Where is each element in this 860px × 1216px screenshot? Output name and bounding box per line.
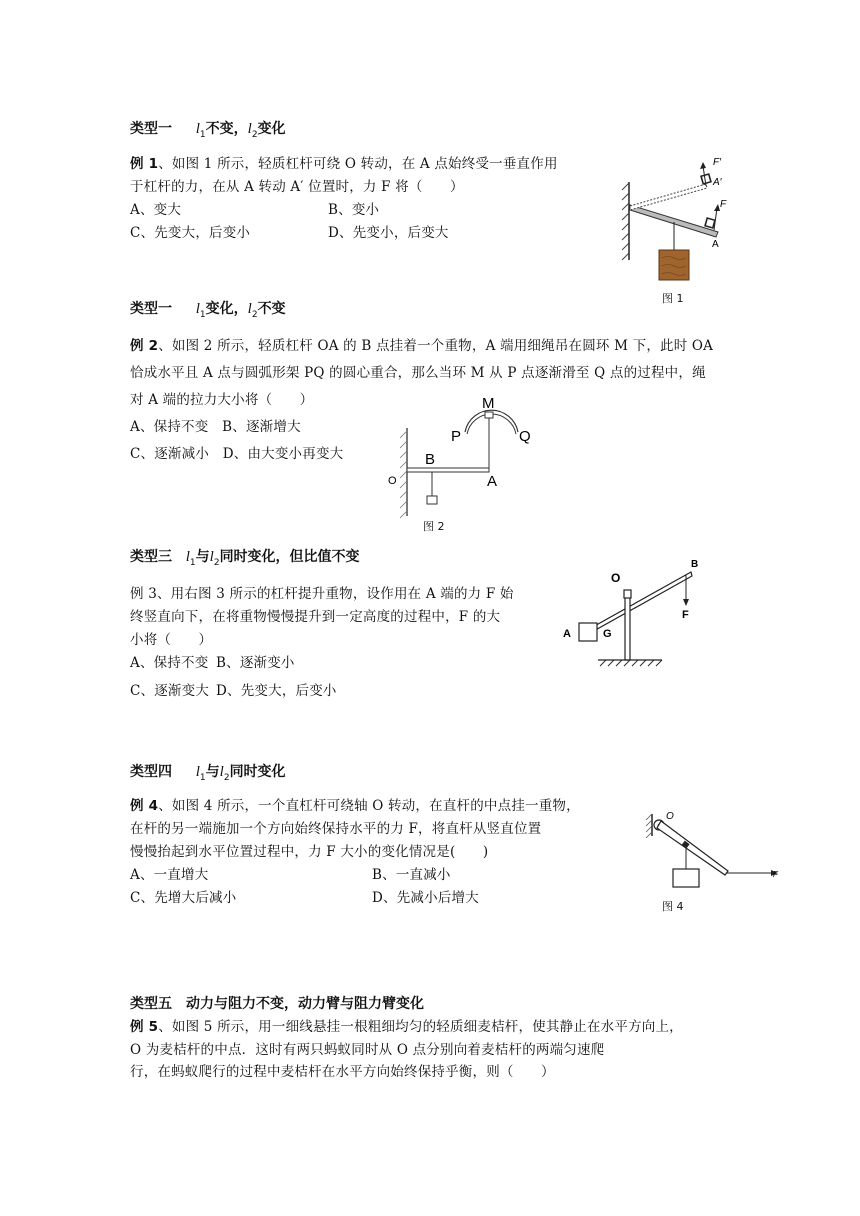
example-4-line-1 [130, 794, 580, 814]
label-a: A [487, 473, 498, 490]
label-b: B [425, 451, 436, 468]
option-c: C、先增大后减小 [130, 890, 237, 906]
example-text: 、如图 5 所示，用一细线悬挂一根粗细均匀的轻质细麦桔杆，使其静止在水平方向上， [158, 1019, 683, 1035]
example-5-line-2: O 为麦桔杆的中点．这时有两只蚂蚁同时从 O 点分别向着麦桔杆的两端匀速爬 [130, 1042, 605, 1058]
heading-joiner: 与 [205, 764, 220, 780]
subscript: 2 [213, 557, 220, 568]
label-q: Q [519, 428, 531, 445]
lever-bar-raised [630, 184, 707, 210]
example-label: 例 1 [130, 156, 159, 172]
example-5-line-1 [130, 1015, 683, 1035]
example-text: 、如图 2 所示，轻质杠杆 OA 的 B 点挂着一个重物，A 端用细绳吊在圆环 M 下，此时 OA [158, 338, 714, 354]
example-label: 例 2 [130, 338, 159, 354]
option-b: B、逐渐变小 [216, 655, 295, 671]
pivot [624, 590, 631, 598]
ground-hatch [600, 660, 662, 666]
label-a: A [563, 628, 571, 640]
section-4-heading [130, 761, 286, 783]
section-2-heading [130, 298, 286, 320]
wall-hatch [400, 431, 407, 518]
option-b: B、一直减小 [372, 867, 451, 883]
symbol-l2: l [247, 121, 252, 137]
weight-g [579, 623, 597, 641]
label-f: F [720, 199, 727, 210]
subscript: 2 [251, 309, 258, 320]
heading-l2-change: 变化 [257, 121, 286, 137]
label-a-prime: A′ [713, 177, 722, 188]
post [625, 596, 630, 660]
label-o: O [666, 811, 674, 822]
lever-oa [407, 468, 489, 472]
option-a: A、保持不变 [130, 655, 209, 671]
symbol-l1: l [195, 121, 200, 137]
symbol-l1: l [195, 301, 200, 317]
heading-suffix: 同时变化 [229, 764, 286, 780]
lever-rod [657, 821, 728, 875]
option-a: A、变大 [130, 202, 182, 218]
option-d: D、先变大，后变小 [216, 683, 337, 699]
figure-2-diagram [385, 388, 555, 520]
subscript: 1 [189, 557, 196, 568]
section-3-heading [130, 546, 360, 568]
section-5-heading: 类型五 动力与阻力不变，动力臂与阻力臂变化 [130, 996, 424, 1012]
heading-l1-change: 不变， [205, 121, 248, 137]
wall-hatch [646, 814, 652, 838]
label-g: G [603, 628, 612, 640]
example-text: 、如图 1 所示，轻质杠杆可绕 O 转动，在 A 点始终受一垂直作用 [158, 156, 558, 172]
figure-2-caption: 图 2 [423, 520, 445, 533]
option-d: D、先变小，后变大 [328, 225, 449, 241]
example-3-line-1: 例 3、用右图 3 所示的杠杆提升重物，设作用在 A 端的力 F 始 [130, 586, 514, 602]
heading-l2-change: 不变 [257, 301, 286, 317]
option-c: C、逐渐变大 [130, 683, 210, 699]
ring-m [485, 412, 493, 418]
label-o: O [611, 571, 621, 585]
right-angle-mark [705, 218, 715, 228]
heading-l1-change: 变化， [205, 301, 248, 317]
symbol-l2: l [219, 764, 224, 780]
symbol-l1: l [195, 764, 200, 780]
example-4-line-3: 慢慢抬起到水平位置过程中，力 F 大小的变化情况是( ) [130, 844, 489, 860]
heading-suffix: 同时变化，但比值不变 [219, 549, 360, 565]
symbol-l2: l [247, 301, 252, 317]
example-3-line-3: 小将（ ） [130, 632, 213, 648]
heading-prefix: 类型一 [130, 301, 172, 317]
section-1-heading [130, 118, 286, 140]
heading-prefix: 类型三 [130, 549, 172, 565]
example-5-line-3: 行，在蚂蚁爬行的过程中麦桔杆在水平方向始终保持乎衡，则（ ） [130, 1064, 555, 1080]
example-2-line-1 [130, 334, 713, 354]
wall-hatch [622, 183, 629, 260]
figure-1-diagram [610, 150, 750, 310]
option-d: D、先减小后增大 [372, 890, 479, 906]
example-3-line-2: 终竖直向下，在将重物慢慢提升到一定高度的过程中，F 的大 [130, 609, 501, 625]
figure-3-diagram [558, 556, 718, 668]
label-f-prime: F′ [713, 157, 721, 168]
label-o: O [388, 475, 397, 487]
label-b: B [691, 559, 699, 570]
example-1-line-1 [130, 152, 558, 172]
example-2-line-2: 恰成水平且 A 点与圆弧形架 PQ 的圆心重合，那么当环 M 从 P 点逐渐滑至 Q 点的过程中，绳 [130, 365, 706, 381]
example-label: 例 5 [130, 1019, 159, 1035]
label-p: P [451, 428, 462, 445]
example-label: 例 4 [130, 798, 159, 814]
subscript: 2 [223, 772, 230, 783]
right-angle-mark [701, 174, 711, 184]
heading-prefix: 类型一 [130, 121, 172, 137]
label-f: F [682, 609, 689, 621]
heading-prefix: 类型四 [130, 764, 172, 780]
example-1-line-2: 于杠杆的力，在从 A 转动 A′ 位置时，力 F 将（ ） [130, 179, 464, 195]
subscript: 2 [251, 129, 258, 140]
example-text: 、如图 4 所示，一个直杠杆可绕轴 O 转动，在直杆的中点挂一重物， [158, 798, 580, 814]
option-cd: C、逐渐减小 D、由大变小再变大 [130, 446, 344, 462]
subscript: 1 [199, 772, 206, 783]
option-ab: A、保持不变 B、逐渐增大 [130, 419, 301, 435]
label-a: A [712, 239, 719, 250]
heading-joiner: 与 [195, 549, 210, 565]
weight [673, 869, 699, 887]
example-4-line-2: 在杆的另一端施加一个方向始终保持水平的力 F，将直杆从竖直位置 [130, 821, 542, 837]
example-2-line-3: 对 A 端的拉力大小将（ ） [130, 392, 314, 408]
symbol-l2: l [209, 549, 214, 565]
label-f: F [773, 870, 778, 879]
force-arrow-f [714, 208, 717, 230]
figure-4-caption: 图 4 [662, 900, 684, 913]
symbol-l1: l [185, 549, 190, 565]
lever-ab [582, 572, 692, 637]
arrowhead [700, 162, 706, 169]
option-b: B、变小 [328, 202, 380, 218]
option-c: C、先变大，后变小 [130, 225, 251, 241]
label-m: M [482, 395, 495, 412]
subscript: 1 [199, 129, 206, 140]
weight [427, 496, 437, 504]
figure-1-caption: 图 1 [662, 292, 684, 305]
figure-4-diagram [640, 808, 790, 904]
arrowhead [683, 599, 689, 606]
option-a: A、一直增大 [130, 867, 209, 883]
subscript: 1 [199, 309, 206, 320]
